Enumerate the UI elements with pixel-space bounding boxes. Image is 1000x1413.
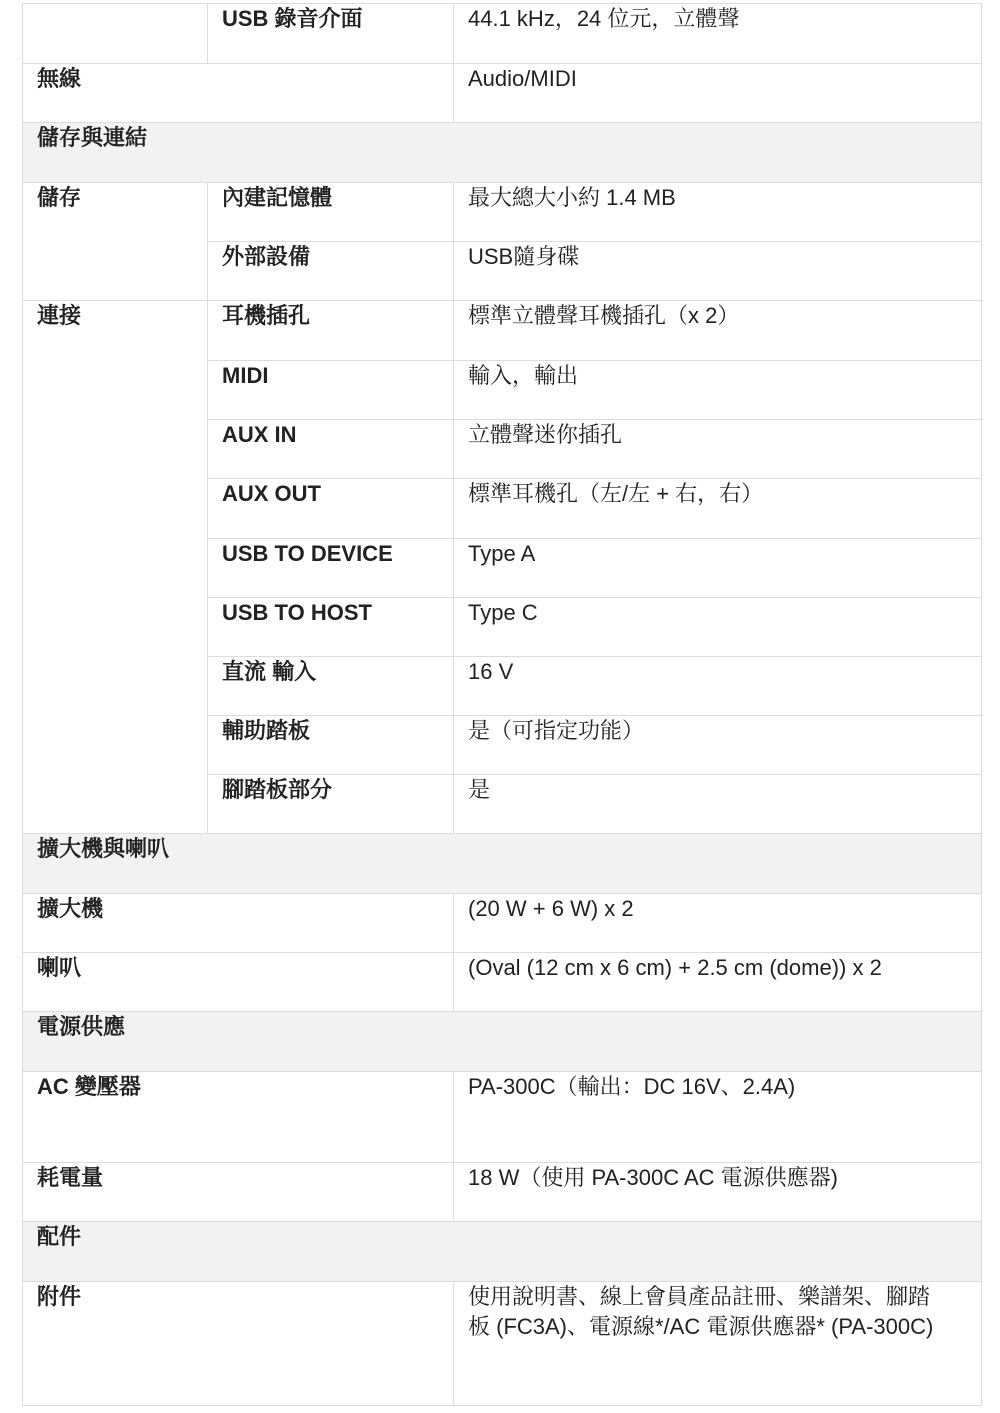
spec-label: 外部設備 (208, 242, 454, 301)
section-heading: 配件 (23, 1222, 982, 1282)
spec-label: 擴大機 (23, 894, 454, 953)
spec-label: USB 錄音介面 (208, 4, 454, 64)
section-row-storage-connect (23, 123, 982, 183)
spec-label: USB TO HOST (208, 598, 454, 657)
section-heading: 電源供應 (23, 1012, 982, 1072)
spec-value: 是（可指定功能） (454, 716, 982, 775)
spec-row-usb-audio (23, 4, 982, 64)
spec-label: AC 變壓器 (23, 1072, 454, 1163)
spec-label: 耗電量 (23, 1163, 454, 1222)
spec-value: PA-300C（輸出：DC 16V、2.4A) (454, 1072, 982, 1163)
spec-row-wireless (23, 64, 982, 123)
section-heading: 儲存與連結 (23, 123, 982, 183)
spec-value: 44.1 kHz，24 位元，立體聲 (454, 4, 982, 64)
spec-label: AUX IN (208, 420, 454, 479)
section-row-accessories (23, 1222, 982, 1282)
spec-label: USB TO DEVICE (208, 539, 454, 598)
spec-label: 附件 (23, 1282, 454, 1406)
spec-label: 腳踏板部分 (208, 775, 454, 834)
spec-value: Type A (454, 539, 982, 598)
spec-value: 18 W（使用 PA-300C AC 電源供應器) (454, 1163, 982, 1222)
spec-row-storage-internal (23, 183, 982, 242)
section-row-amp-speaker (23, 834, 982, 894)
spec-value: 輸入，輸出 (454, 361, 982, 420)
spec-value: Audio/MIDI (454, 64, 982, 123)
spec-label: 輔助踏板 (208, 716, 454, 775)
spec-value: 標準立體聲耳機插孔（x 2） (454, 301, 982, 361)
spec-label: 喇叭 (23, 953, 454, 1012)
spec-row-amplifier (23, 894, 982, 953)
spec-label: 無線 (23, 64, 454, 123)
spec-label: 直流 輸入 (208, 657, 454, 716)
spec-value: 標準耳機孔（左/左 + 右，右） (454, 479, 982, 539)
spec-value: 立體聲迷你插孔 (454, 420, 982, 479)
spec-label: 內建記憶體 (208, 183, 454, 242)
spec-row-ac-adapter (23, 1072, 982, 1163)
spec-label: 耳機插孔 (208, 301, 454, 361)
spec-row-connect (23, 301, 982, 361)
spec-value: 使用說明書、線上會員產品註冊、樂譜架、腳踏 板 (FC3A)、電源線*/AC 電源供應器* (PA-300C) (454, 1282, 982, 1406)
spec-value: (20 W + 6 W) x 2 (454, 894, 982, 953)
spec-value: USB隨身碟 (454, 242, 982, 301)
spec-table (22, 3, 982, 1406)
spec-label: AUX OUT (208, 479, 454, 539)
spec-row-accessories (23, 1282, 982, 1406)
spec-value: 最大總大小約 1.4 MB (454, 183, 982, 242)
section-heading: 擴大機與喇叭 (23, 834, 982, 894)
spec-group-label: 連接 (23, 301, 208, 834)
spec-value: 16 V (454, 657, 982, 716)
spec-value: 是 (454, 775, 982, 834)
section-row-power (23, 1012, 982, 1072)
spec-value: Type C (454, 598, 982, 657)
spec-value: (Oval (12 cm x 6 cm) + 2.5 cm (dome)) x 2 (454, 953, 982, 1012)
spec-row-power-consumption (23, 1163, 982, 1222)
spec-label: MIDI (208, 361, 454, 420)
spec-group-label: 儲存 (23, 183, 208, 301)
spec-group-cell-empty (23, 4, 208, 64)
spec-row-speaker (23, 953, 982, 1012)
